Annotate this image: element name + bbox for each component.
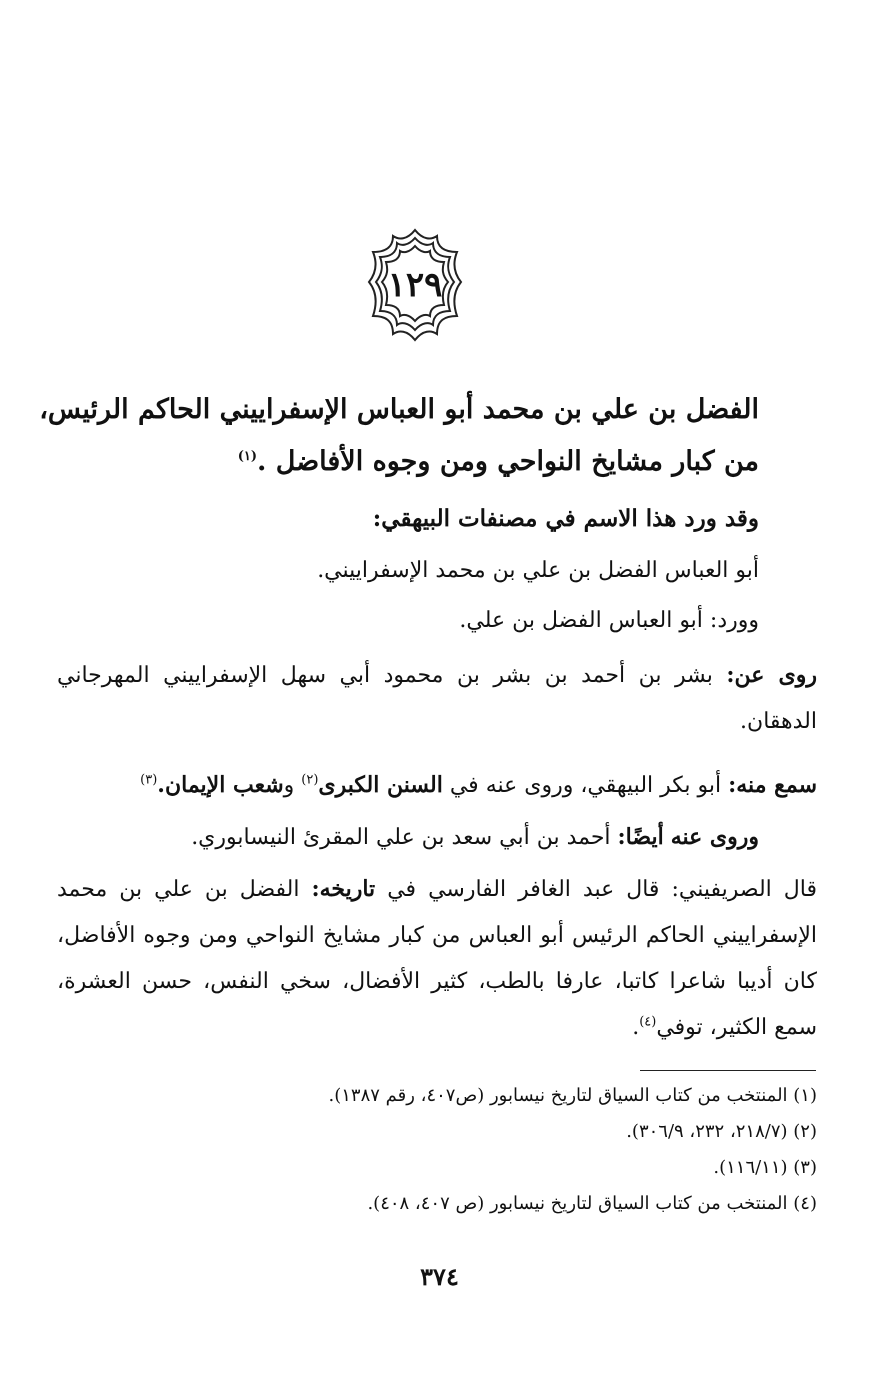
entry-number-ornament [365, 226, 465, 344]
entry-title-line2 [59, 436, 759, 488]
footnote-ref-3: (٣) [140, 772, 158, 788]
footnote-3: (٣) (١١٦/١١). [713, 1157, 817, 1178]
footnote-separator [640, 1070, 816, 1071]
samia-end: . [157, 772, 165, 798]
sarifini-end: . [632, 1015, 640, 1040]
footnote-1: (١) المنتخب من كتاب السياق لتاريخ نيسابور (ص٤٠٧، رقم ١٣٨٧). [328, 1085, 817, 1106]
footnote-2: (٢) (٢١٨/٧، ٢٣٢، ٣٠٦/٩). [626, 1121, 817, 1142]
name-heading: وقد ورد هذا الاسم في مصنفات البيهقي: [372, 505, 759, 532]
name-variant-1: أبو العباس الفضل بن علي بن محمد الإسفراييني. [317, 558, 759, 583]
sarifini-text: الفضل بن علي بن محمد الإسفراييني الحاكم الرئيس أبو العباس من كبار مشايخ النواحي ومن وجوه الأفاضل، كان أديبا شاعرا كاتبا، عارفا بالطب، كثير الأفضال، سخي النفس، حسن العشرة، سمع الكثير، توفي [57, 877, 817, 1040]
rawa-anhu-label-2: أيضًا: [617, 824, 664, 850]
page-number: ٣٧٤ [420, 1262, 459, 1291]
samia-book-1: السنن الكبرى [318, 772, 443, 798]
rawa-an-text: بشر بن أحمد بن بشر بن محمود أبي سهل الإسفراييني المهرجاني الدهقان. [57, 663, 817, 734]
rawa-anhu-text: أحمد بن أبي سعد بن علي المقرئ النيسابوري. [191, 825, 611, 850]
entry-title-line1: الفضل بن علي بن محمد أبو العباس الإسفراييني الحاكم الرئيس، [39, 394, 759, 425]
footnote-ref-1: (١) [237, 449, 257, 464]
rawa-an-paragraph [57, 652, 817, 745]
sarifini-paragraph [57, 866, 817, 1051]
rawa-an-label: روى عن: [726, 662, 818, 688]
rawa-anhu-label-1: وروى عنه [670, 824, 759, 850]
name-variant-2: وورد: أبو العباس الفضل بن علي. [459, 608, 759, 633]
entry-title-text: من كبار مشايخ النواحي ومن وجوه الأفاضل . [256, 446, 759, 477]
samia-minhu-label: سمع منه: [728, 772, 817, 798]
samia-minhu-paragraph [57, 762, 817, 809]
samia-minhu-text: أبو بكر البيهقي، وروى عنه في [449, 773, 722, 798]
sarifini-book: تاريخه: [311, 876, 376, 902]
footnote-ref-4: (٤) [639, 1014, 657, 1030]
footnote-ref-2: (٢) [301, 772, 319, 788]
entry-number: ١٢٩ [387, 265, 443, 305]
samia-book-2: شعب الإيمان [164, 772, 284, 798]
footnote-4: (٤) المنتخب من كتاب السياق لتاريخ نيسابور (ص ٤٠٧، ٤٠٨). [367, 1193, 817, 1214]
rawa-anhu-paragraph [59, 814, 759, 861]
samia-and: و [283, 773, 295, 798]
sarifini-start: قال الصريفيني: قال عبد الغافر الفارسي في [387, 877, 817, 902]
